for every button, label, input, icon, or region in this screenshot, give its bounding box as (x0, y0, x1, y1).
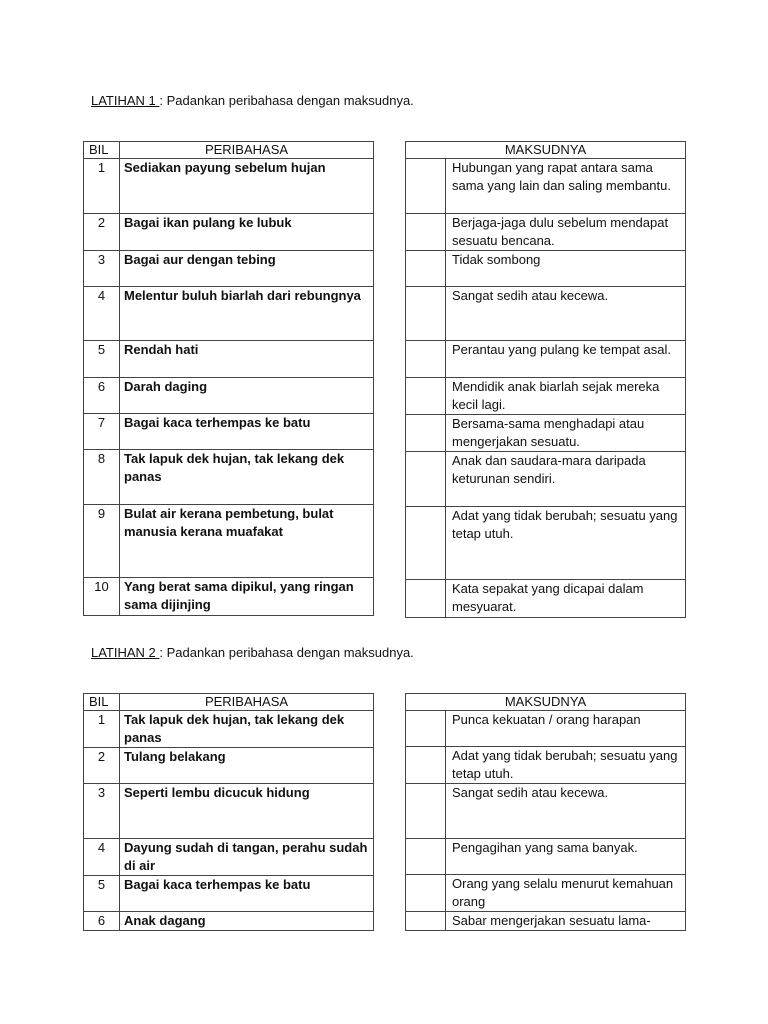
table-row (406, 415, 686, 452)
row-number: 10 (84, 578, 120, 616)
maksud-cell: Sabar mengerjakan sesuatu lama- (446, 912, 686, 931)
latihan-1-maksudnya-table (405, 141, 686, 618)
answer-cell[interactable] (406, 287, 446, 341)
bil-header: BIL (84, 694, 120, 711)
latihan-1-label: LATIHAN 1 (91, 93, 160, 108)
table-row (406, 747, 686, 784)
peribahasa-cell: Bagai aur dengan tebing (120, 251, 374, 287)
row-number: 3 (84, 251, 120, 287)
table-row (406, 251, 686, 287)
latihan-1-heading (91, 93, 414, 108)
maksud-cell: Pengagihan yang sama banyak. (446, 839, 686, 875)
peribahasa-cell: Seperti lembu dicucuk hidung (120, 784, 374, 839)
row-number: 5 (84, 876, 120, 912)
peribahasa-cell: Melentur buluh biarlah dari rebungnya (120, 287, 374, 341)
peribahasa-cell: Anak dagang (120, 912, 374, 931)
row-number: 6 (84, 912, 120, 931)
table-row (84, 839, 374, 876)
table-row (406, 875, 686, 912)
answer-cell[interactable] (406, 378, 446, 415)
maksud-cell: Orang yang selalu menurut kemahuan orang (446, 875, 686, 912)
peribahasa-header: PERIBAHASA (120, 142, 374, 159)
table-row (406, 452, 686, 507)
table-row (406, 378, 686, 415)
latihan-1-instruction: : Padankan peribahasa dengan maksudnya. (159, 93, 414, 108)
latihan-2-heading (91, 645, 414, 660)
peribahasa-cell: Dayung sudah di tangan, perahu sudah di air (120, 839, 374, 876)
table-row (84, 450, 374, 505)
maksud-cell: Kata sepakat yang dicapai dalam mesyuarat. (446, 580, 686, 618)
row-number: 2 (84, 748, 120, 784)
answer-cell[interactable] (406, 747, 446, 784)
maksud-cell: Perantau yang pulang ke tempat asal. (446, 341, 686, 378)
table-row (84, 505, 374, 578)
answer-cell[interactable] (406, 251, 446, 287)
maksud-cell: Bersama-sama menghadapi atau mengerjakan sesuatu. (446, 415, 686, 452)
table-row (84, 414, 374, 450)
table-row (84, 784, 374, 839)
answer-cell[interactable] (406, 159, 446, 214)
row-number: 7 (84, 414, 120, 450)
table-row (84, 578, 374, 616)
peribahasa-cell: Tak lapuk dek hujan, tak lekang dek panas (120, 711, 374, 748)
row-number: 1 (84, 711, 120, 748)
row-number: 3 (84, 784, 120, 839)
answer-cell[interactable] (406, 452, 446, 507)
maksud-cell: Mendidik anak biarlah sejak mereka kecil lagi. (446, 378, 686, 415)
answer-cell[interactable] (406, 507, 446, 580)
header-row (84, 694, 374, 711)
latihan-2-instruction: : Padankan peribahasa dengan maksudnya. (159, 645, 414, 660)
maksud-cell: Sangat sedih atau kecewa. (446, 287, 686, 341)
maksudnya-header: MAKSUDNYA (406, 694, 686, 711)
answer-cell[interactable] (406, 875, 446, 912)
peribahasa-header: PERIBAHASA (120, 694, 374, 711)
table-row (406, 341, 686, 378)
maksud-cell: Hubungan yang rapat antara sama sama yang lain dan saling membantu. (446, 159, 686, 214)
table-row (84, 214, 374, 251)
answer-cell[interactable] (406, 839, 446, 875)
peribahasa-cell: Bulat air kerana pembetung, bulat manusia kerana muafakat (120, 505, 374, 578)
maksud-cell: Berjaga-jaga dulu sebelum mendapat sesuatu bencana. (446, 214, 686, 251)
answer-cell[interactable] (406, 341, 446, 378)
table-row (84, 341, 374, 378)
header-row (406, 142, 686, 159)
header-row (406, 694, 686, 711)
peribahasa-cell: Tulang belakang (120, 748, 374, 784)
header-row (84, 142, 374, 159)
peribahasa-cell: Darah daging (120, 378, 374, 414)
peribahasa-cell: Bagai ikan pulang ke lubuk (120, 214, 374, 251)
table-row (406, 711, 686, 747)
table-row (406, 159, 686, 214)
row-number: 2 (84, 214, 120, 251)
peribahasa-cell: Bagai kaca terhempas ke batu (120, 414, 374, 450)
answer-cell[interactable] (406, 214, 446, 251)
table-row (84, 378, 374, 414)
row-number: 9 (84, 505, 120, 578)
peribahasa-cell: Sediakan payung sebelum hujan (120, 159, 374, 214)
row-number: 4 (84, 287, 120, 341)
row-number: 1 (84, 159, 120, 214)
row-number: 6 (84, 378, 120, 414)
answer-cell[interactable] (406, 415, 446, 452)
row-number: 5 (84, 341, 120, 378)
maksud-cell: Anak dan saudara-mara daripada keturunan sendiri. (446, 452, 686, 507)
maksud-cell: Tidak sombong (446, 251, 686, 287)
answer-cell[interactable] (406, 912, 446, 931)
row-number: 4 (84, 839, 120, 876)
peribahasa-cell: Rendah hati (120, 341, 374, 378)
answer-cell[interactable] (406, 580, 446, 618)
table-row (406, 784, 686, 839)
answer-cell[interactable] (406, 711, 446, 747)
table-row (406, 507, 686, 580)
table-row (406, 214, 686, 251)
table-row (84, 748, 374, 784)
peribahasa-cell: Yang berat sama dipikul, yang ringan sama dijinjing (120, 578, 374, 616)
latihan-1-peribahasa-table (83, 141, 374, 616)
table-row (406, 580, 686, 618)
table-row (406, 839, 686, 875)
latihan-2-peribahasa-table (83, 693, 374, 931)
peribahasa-cell: Bagai kaca terhempas ke batu (120, 876, 374, 912)
table-row (84, 876, 374, 912)
table-row (84, 251, 374, 287)
latihan-2-maksudnya-table (405, 693, 686, 931)
table-row (406, 287, 686, 341)
table-row (84, 287, 374, 341)
peribahasa-cell: Tak lapuk dek hujan, tak lekang dek panas (120, 450, 374, 505)
maksudnya-header: MAKSUDNYA (406, 142, 686, 159)
answer-cell[interactable] (406, 784, 446, 839)
table-row (84, 159, 374, 214)
bil-header: BIL (84, 142, 120, 159)
table-row (84, 912, 374, 931)
row-number: 8 (84, 450, 120, 505)
table-row (406, 912, 686, 931)
maksud-cell: Adat yang tidak berubah; sesuatu yang tetap utuh. (446, 507, 686, 580)
maksud-cell: Sangat sedih atau kecewa. (446, 784, 686, 839)
table-row (84, 711, 374, 748)
latihan-2-label: LATIHAN 2 (91, 645, 160, 660)
maksud-cell: Punca kekuatan / orang harapan (446, 711, 686, 747)
maksud-cell: Adat yang tidak berubah; sesuatu yang tetap utuh. (446, 747, 686, 784)
